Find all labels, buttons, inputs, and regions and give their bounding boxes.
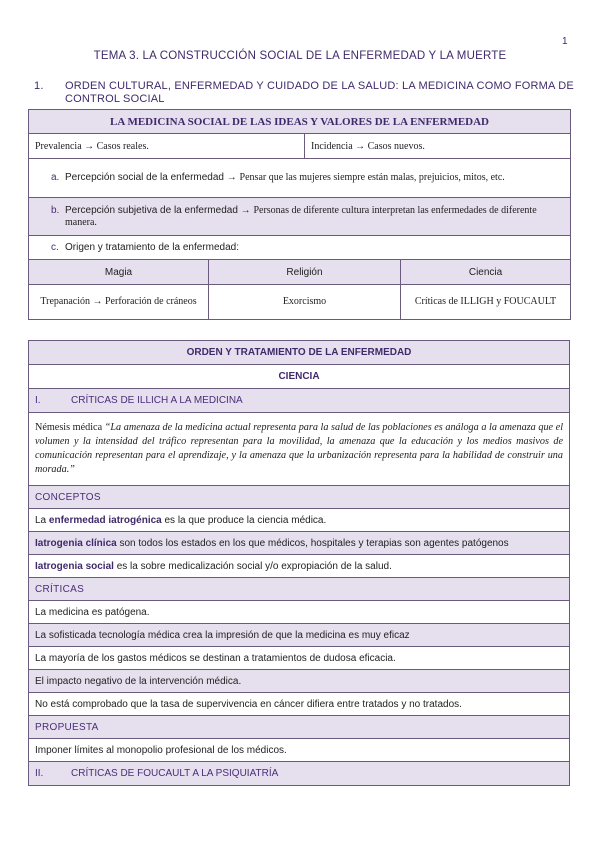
- incidencia-label: Incidencia: [311, 140, 353, 152]
- incidencia-cell: [305, 134, 571, 159]
- table-header: ORDEN Y TRATAMIENTO DE LA ENFERMEDAD: [29, 341, 570, 365]
- section-foucault-title: CRÍTICAS DE FOUCAULT A LA PSIQUIATRÍA: [71, 768, 279, 779]
- text-fragment: es la sobre medicalización social y/o expropiación de la salud.: [113, 560, 392, 572]
- orden-tratamiento-table: [28, 340, 570, 786]
- arrow-icon: →: [92, 296, 103, 307]
- text-fragment: son todos los estados en los que médicos, hospitales y terapias son agentes patógenos: [116, 537, 509, 549]
- section-foucault: [29, 762, 570, 786]
- page-number: 1: [562, 36, 568, 47]
- section-illich-title: CRÍTICAS DE ILLICH A LA MEDICINA: [71, 395, 243, 406]
- conceptos-title: CONCEPTOS: [29, 486, 570, 509]
- term-bold: Iatrogenia social: [35, 560, 114, 572]
- arrow-icon: →: [355, 140, 366, 152]
- list-item-c: [29, 236, 571, 260]
- column-header-ciencia: Ciencia: [401, 260, 571, 285]
- prevalencia-label: Prevalencia: [35, 140, 82, 152]
- arrow-icon: →: [226, 172, 237, 183]
- critica-row: La sofisticada tecnología médica crea la impresión de que la medicina es muy eficaz: [29, 624, 570, 647]
- column-header-religion: Religión: [209, 260, 401, 285]
- list-item-a: [29, 159, 571, 198]
- item-text: Pensar que las mujeres siempre están malas, prejuicios, mitos, etc.: [239, 172, 505, 183]
- medicina-social-table: [28, 109, 571, 320]
- propuesta-title: PROPUESTA: [29, 716, 570, 739]
- item-label: Percepción subjetiva de la enfermedad: [65, 204, 238, 216]
- nemesis-label: Némesis médica: [35, 422, 103, 433]
- text-fragment: es la que produce la ciencia médica.: [161, 514, 327, 526]
- critica-row: La mayoría de los gastos médicos se destinan a tratamientos de dudosa eficacia.: [29, 647, 570, 670]
- list-marker: c.: [51, 241, 59, 253]
- criticas-title: CRÍTICAS: [29, 578, 570, 601]
- section-title: ORDEN CULTURAL, ENFERMEDAD Y CUIDADO DE LA SALUD: LA MEDICINA COMO FORMA DE CONTROL SOCIAL: [65, 80, 574, 105]
- prevalencia-cell: [29, 134, 305, 159]
- concepto-row: [29, 555, 570, 578]
- prevalencia-text: Casos reales.: [96, 140, 149, 152]
- critica-row: No está comprobado que la tasa de supervivencia en cáncer difiera entre tratados y no tratados.: [29, 693, 570, 716]
- roman-numeral: II.: [35, 768, 44, 779]
- nemesis-quote: [29, 413, 570, 486]
- critica-row: El impacto negativo de la intervención médica.: [29, 670, 570, 693]
- item-label: Origen y tratamiento de la enfermedad:: [65, 241, 239, 253]
- ciencia-value: Críticas de ILLIGH y FOUCAULT: [401, 285, 571, 320]
- item-label: Percepción social de la enfermedad: [65, 172, 224, 183]
- quote-text: “La amenaza de la medicina actual representa para la salud de las poblaciones es análoga a la amenaza que el volumen y la intensidad del tráfico representan para la movilidad, la amenaza que la educación y los medios masivos de comunicación representan para el aprendizaje, y la amenaza que la urbanización representa para la habilidad de construir una morada.”: [35, 422, 564, 475]
- section-heading: [34, 80, 574, 106]
- item-text: Personas de diferente cultura interpretan las enfermedades de diferente manera.: [65, 204, 537, 228]
- magia-value: [29, 285, 209, 320]
- arrow-icon: →: [84, 140, 95, 152]
- propuesta-row: Imponer límites al monopolio profesional de los médicos.: [29, 739, 570, 762]
- section-number: 1.: [34, 80, 44, 92]
- critica-row: La medicina es patógena.: [29, 601, 570, 624]
- list-marker: a.: [51, 172, 60, 183]
- section-illich: [29, 389, 570, 413]
- document-title: TEMA 3. LA CONSTRUCCIÓN SOCIAL DE LA ENFERMEDAD Y LA MUERTE: [93, 50, 507, 62]
- concepto-row: [29, 509, 570, 532]
- table-subheader: CIENCIA: [29, 365, 570, 389]
- concepto-row: [29, 532, 570, 555]
- magia-text: Perforación de cráneos: [105, 296, 197, 307]
- roman-numeral: I.: [35, 395, 41, 406]
- table-header: LA MEDICINA SOCIAL DE LAS IDEAS Y VALORES DE LA ENFERMEDAD: [29, 110, 571, 134]
- list-item-b: [29, 198, 571, 236]
- term-bold: Iatrogenia clínica: [35, 537, 117, 549]
- arrow-icon: →: [240, 204, 251, 216]
- magia-label: Trepanación: [40, 296, 90, 307]
- religion-value: Exorcismo: [209, 285, 401, 320]
- text-fragment: La: [35, 514, 49, 526]
- column-header-magia: Magia: [29, 260, 209, 285]
- term-bold: enfermedad iatrogénica: [48, 514, 162, 526]
- incidencia-text: Casos nuevos.: [367, 140, 425, 152]
- list-marker: b.: [51, 204, 60, 216]
